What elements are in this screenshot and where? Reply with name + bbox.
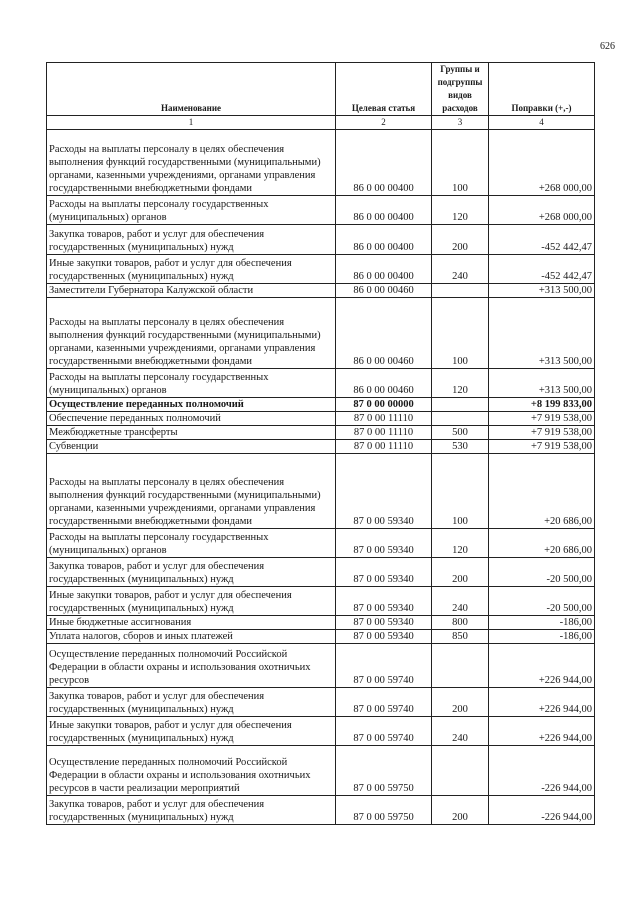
row-target-code: 87 0 00 59340 xyxy=(336,454,432,529)
row-expense-type: 120 xyxy=(432,529,489,558)
table-row xyxy=(47,255,595,284)
row-name: Расходы на выплаты персоналу государственных (муниципальных) органов xyxy=(47,529,336,558)
row-name: Осуществление переданных полномочий xyxy=(47,398,336,412)
column-number-row xyxy=(47,116,595,130)
row-amendment: +268 000,00 xyxy=(489,196,595,225)
table-row xyxy=(47,398,595,412)
row-target-code: 87 0 00 59740 xyxy=(336,688,432,717)
row-amendment: +313 500,00 xyxy=(489,369,595,398)
table-row xyxy=(47,558,595,587)
row-target-code: 86 0 00 00400 xyxy=(336,196,432,225)
header-name: Наименование xyxy=(47,63,336,116)
row-name: Обеспечение переданных полномочий xyxy=(47,412,336,426)
column-number: 2 xyxy=(336,116,432,130)
row-amendment: +7 919 538,00 xyxy=(489,440,595,454)
row-expense-type: 200 xyxy=(432,796,489,825)
row-name: Иные закупки товаров, работ и услуг для обеспечения государственных (муниципальных) нужд xyxy=(47,255,336,284)
row-name: Субвенции xyxy=(47,440,336,454)
row-name: Расходы на выплаты персоналу государственных (муниципальных) органов xyxy=(47,369,336,398)
column-number: 1 xyxy=(47,116,336,130)
table-row xyxy=(47,440,595,454)
row-amendment: +20 686,00 xyxy=(489,529,595,558)
table-row xyxy=(47,196,595,225)
row-expense-type: 240 xyxy=(432,255,489,284)
row-amendment: +226 944,00 xyxy=(489,688,595,717)
table-row xyxy=(47,688,595,717)
row-name: Иные бюджетные ассигнования xyxy=(47,616,336,630)
row-expense-type: 100 xyxy=(432,130,489,196)
row-expense-type xyxy=(432,284,489,298)
header-expense-group: Группы и подгруппы видов расходов xyxy=(432,63,489,116)
row-expense-type: 120 xyxy=(432,369,489,398)
row-name: Заместители Губернатора Калужской области xyxy=(47,284,336,298)
row-amendment: -20 500,00 xyxy=(489,558,595,587)
row-amendment: +20 686,00 xyxy=(489,454,595,529)
row-name: Расходы на выплаты персоналу в целях обеспечения выполнения функций государственными (муниципальными) органами, казенными учреждениями, органами управления государственными внебюджетными фондами xyxy=(47,130,336,196)
row-amendment: +226 944,00 xyxy=(489,644,595,688)
row-expense-type: 530 xyxy=(432,440,489,454)
row-target-code: 87 0 00 59340 xyxy=(336,616,432,630)
table-row xyxy=(47,284,595,298)
row-expense-type: 200 xyxy=(432,225,489,255)
row-name: Закупка товаров, работ и услуг для обеспечения государственных (муниципальных) нужд xyxy=(47,688,336,717)
row-amendment: -186,00 xyxy=(489,616,595,630)
row-target-code: 87 0 00 59340 xyxy=(336,529,432,558)
row-expense-type xyxy=(432,644,489,688)
row-expense-type: 120 xyxy=(432,196,489,225)
table-row xyxy=(47,225,595,255)
table-row xyxy=(47,412,595,426)
row-target-code: 87 0 00 11110 xyxy=(336,412,432,426)
row-name: Расходы на выплаты персоналу в целях обеспечения выполнения функций государственными (муниципальными) органами, казенными учреждениями, органами управления государственными внебюджетными фондами xyxy=(47,298,336,369)
row-expense-type xyxy=(432,398,489,412)
row-target-code: 87 0 00 59740 xyxy=(336,644,432,688)
row-expense-type: 800 xyxy=(432,616,489,630)
row-expense-type: 500 xyxy=(432,426,489,440)
row-target-code: 87 0 00 00000 xyxy=(336,398,432,412)
table-row xyxy=(47,529,595,558)
row-expense-type: 200 xyxy=(432,688,489,717)
row-amendment: +7 919 538,00 xyxy=(489,426,595,440)
row-amendment: -452 442,47 xyxy=(489,225,595,255)
row-name: Осуществление переданных полномочий Российской Федерации в области охраны и использования охотничьих ресурсов xyxy=(47,644,336,688)
table-row xyxy=(47,130,595,196)
row-amendment: -226 944,00 xyxy=(489,746,595,796)
table-row xyxy=(47,369,595,398)
row-target-code: 86 0 00 00400 xyxy=(336,255,432,284)
row-name: Расходы на выплаты персоналу в целях обеспечения выполнения функций государственными (муниципальными) органами, казенными учреждениями, органами управления государственными внебюджетными фондами xyxy=(47,454,336,529)
row-expense-type: 100 xyxy=(432,298,489,369)
column-number: 3 xyxy=(432,116,489,130)
table-row xyxy=(47,746,595,796)
row-amendment: -226 944,00 xyxy=(489,796,595,825)
row-target-code: 86 0 00 00460 xyxy=(336,369,432,398)
row-target-code: 87 0 00 59740 xyxy=(336,717,432,746)
row-target-code: 87 0 00 11110 xyxy=(336,426,432,440)
row-target-code: 87 0 00 59340 xyxy=(336,558,432,587)
row-target-code: 86 0 00 00460 xyxy=(336,298,432,369)
row-expense-type xyxy=(432,412,489,426)
row-name: Расходы на выплаты персоналу государственных (муниципальных) органов xyxy=(47,196,336,225)
row-amendment: -186,00 xyxy=(489,630,595,644)
table-row xyxy=(47,298,595,369)
row-expense-type: 240 xyxy=(432,717,489,746)
column-number: 4 xyxy=(489,116,595,130)
row-target-code: 86 0 00 00460 xyxy=(336,284,432,298)
row-name: Межбюджетные трансферты xyxy=(47,426,336,440)
row-target-code: 87 0 00 59340 xyxy=(336,630,432,644)
row-target-code: 87 0 00 59750 xyxy=(336,796,432,825)
row-name: Иные закупки товаров, работ и услуг для обеспечения государственных (муниципальных) нужд xyxy=(47,587,336,616)
row-name: Закупка товаров, работ и услуг для обеспечения государственных (муниципальных) нужд xyxy=(47,225,336,255)
header-amendment: Поправки (+,-) xyxy=(489,63,595,116)
table-row xyxy=(47,644,595,688)
row-target-code: 87 0 00 59750 xyxy=(336,746,432,796)
table-header-row xyxy=(47,63,595,116)
table-row xyxy=(47,796,595,825)
table-row xyxy=(47,587,595,616)
row-name: Осуществление переданных полномочий Российской Федерации в области охраны и использования охотничьих ресурсов в части реализации мероприятий xyxy=(47,746,336,796)
row-amendment: +8 199 833,00 xyxy=(489,398,595,412)
table-row xyxy=(47,717,595,746)
row-amendment: +313 500,00 xyxy=(489,284,595,298)
budget-table xyxy=(46,62,595,825)
row-name: Закупка товаров, работ и услуг для обеспечения государственных (муниципальных) нужд xyxy=(47,558,336,587)
header-target-article: Целевая статья xyxy=(336,63,432,116)
row-target-code: 86 0 00 00400 xyxy=(336,130,432,196)
row-target-code: 86 0 00 00400 xyxy=(336,225,432,255)
table-row xyxy=(47,630,595,644)
row-amendment: +7 919 538,00 xyxy=(489,412,595,426)
row-target-code: 87 0 00 59340 xyxy=(336,587,432,616)
row-name: Закупка товаров, работ и услуг для обеспечения государственных (муниципальных) нужд xyxy=(47,796,336,825)
table-row xyxy=(47,426,595,440)
row-name: Уплата налогов, сборов и иных платежей xyxy=(47,630,336,644)
row-amendment: +313 500,00 xyxy=(489,298,595,369)
row-amendment: +268 000,00 xyxy=(489,130,595,196)
row-amendment: -20 500,00 xyxy=(489,587,595,616)
row-expense-type: 240 xyxy=(432,587,489,616)
row-expense-type xyxy=(432,746,489,796)
row-name: Иные закупки товаров, работ и услуг для обеспечения государственных (муниципальных) нужд xyxy=(47,717,336,746)
row-target-code: 87 0 00 11110 xyxy=(336,440,432,454)
table-row xyxy=(47,616,595,630)
row-amendment: +226 944,00 xyxy=(489,717,595,746)
row-amendment: -452 442,47 xyxy=(489,255,595,284)
row-expense-type: 850 xyxy=(432,630,489,644)
page-number: 626 xyxy=(600,41,615,52)
table-row xyxy=(47,454,595,529)
row-expense-type: 200 xyxy=(432,558,489,587)
row-expense-type: 100 xyxy=(432,454,489,529)
